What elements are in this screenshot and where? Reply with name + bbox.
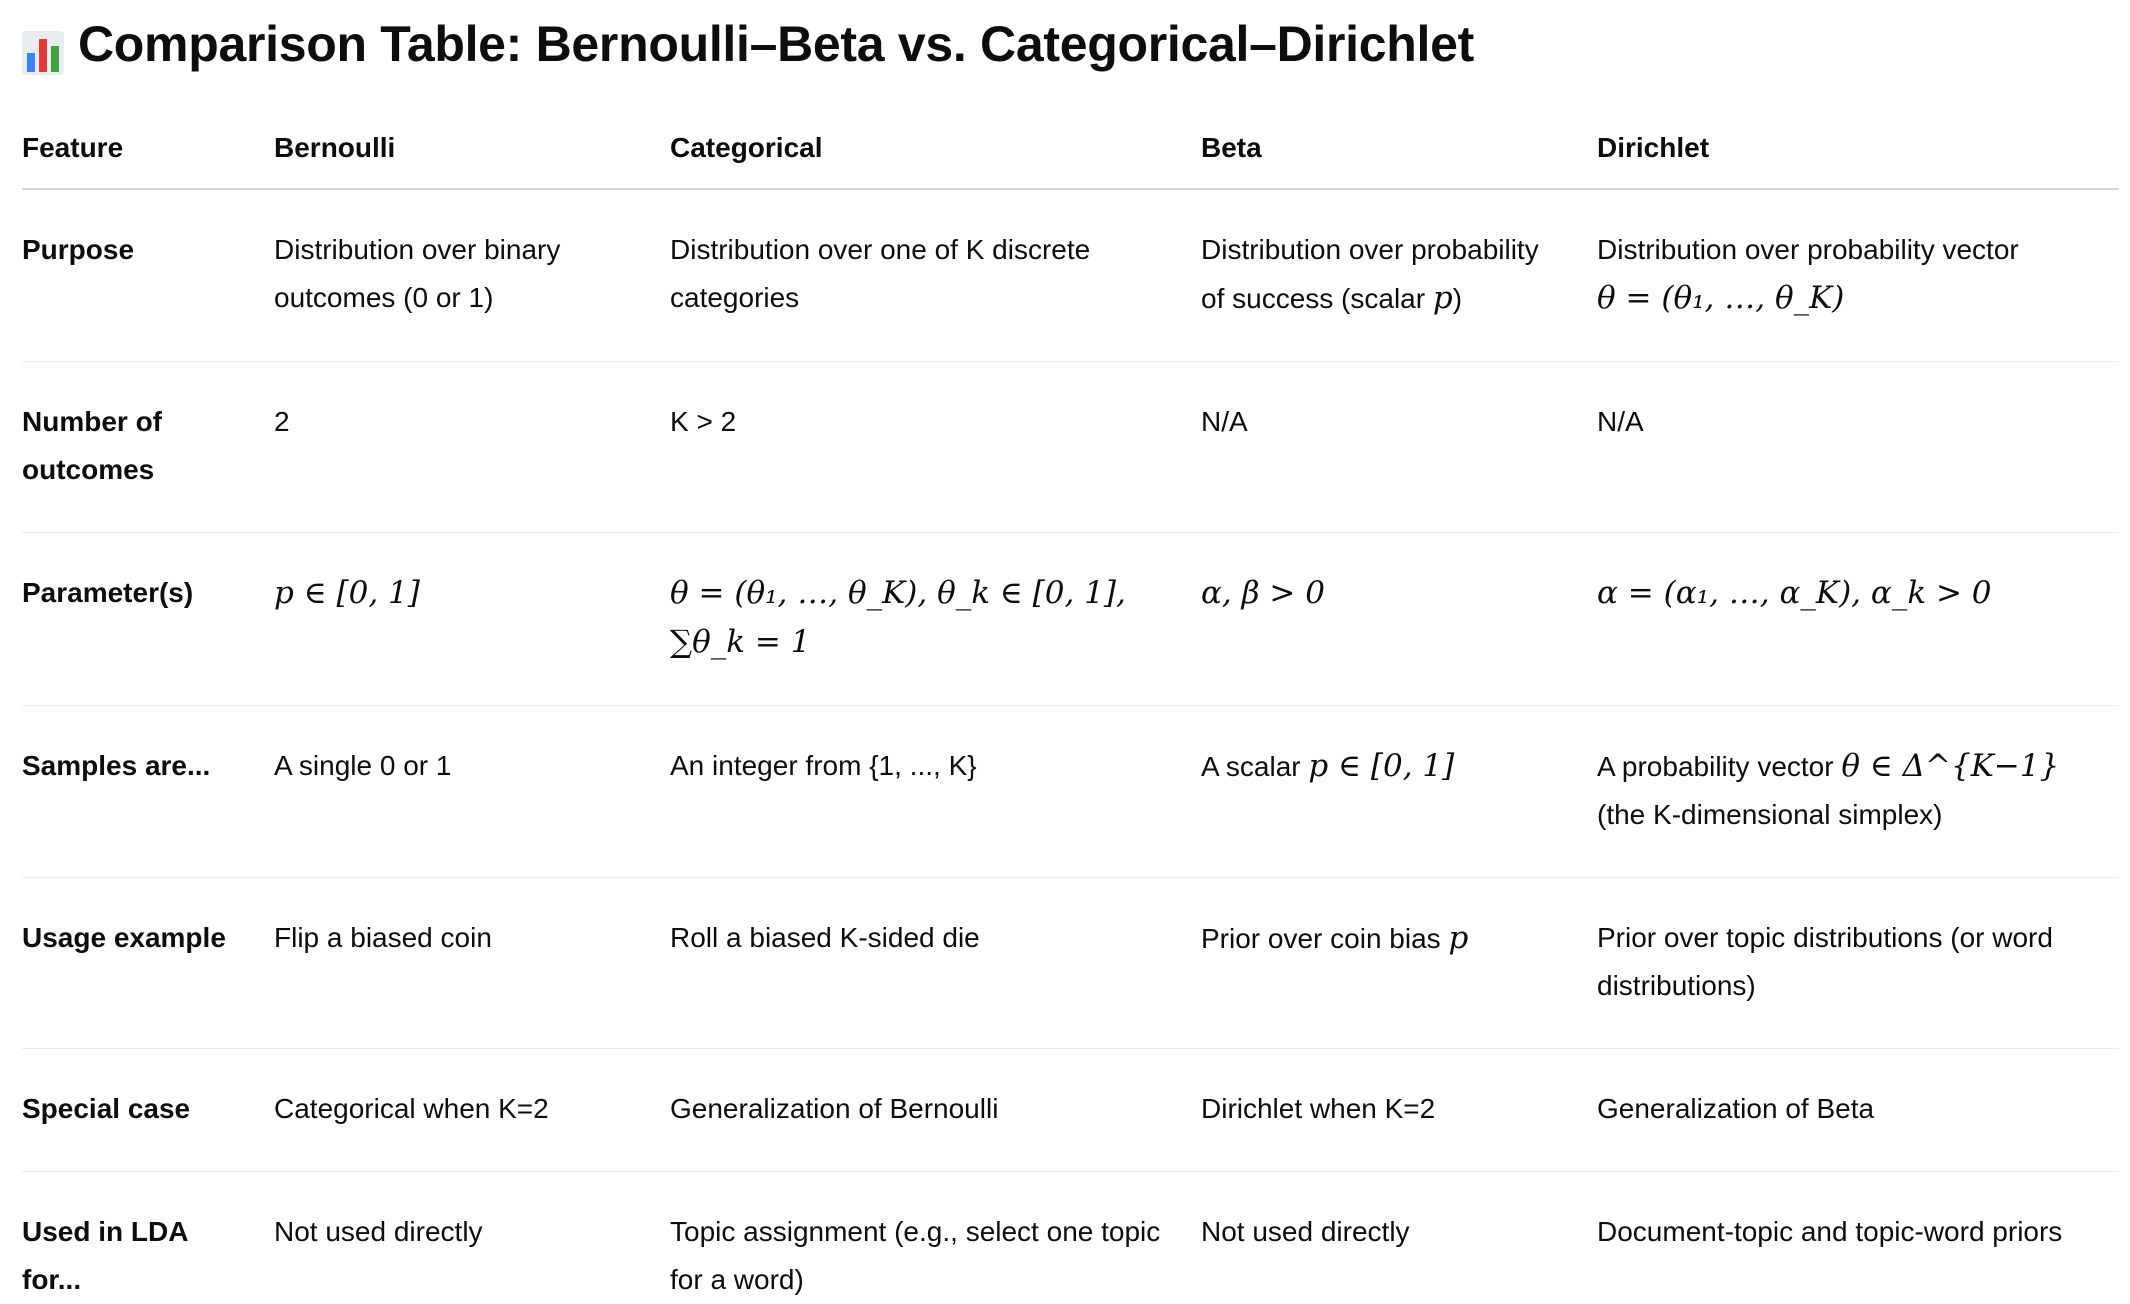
table-row bbox=[22, 533, 2119, 706]
dirichlet-samples-tail: (the K-dimensional simplex) bbox=[1597, 799, 1942, 830]
table-row bbox=[22, 362, 2119, 533]
beta-purpose-close: ) bbox=[1453, 283, 1462, 314]
dirichlet-samples-math: θ ∈ Δ^{K−1} bbox=[1841, 748, 2059, 784]
cell-categorical-usage: Roll a biased K-sided die bbox=[670, 878, 1201, 1049]
table-row bbox=[22, 878, 2119, 1049]
cell-bernoulli-samples: A single 0 or 1 bbox=[274, 706, 670, 878]
cell-dirichlet-lda: Document-topic and topic-word priors bbox=[1597, 1172, 2119, 1304]
cell-beta-usage bbox=[1201, 878, 1597, 1049]
cell-beta-purpose bbox=[1201, 189, 1597, 362]
cell-bernoulli-special: Categorical when K=2 bbox=[274, 1049, 670, 1172]
table-row bbox=[22, 1049, 2119, 1172]
beta-purpose-text: Distribution over probability of success (scalar bbox=[1201, 234, 1539, 314]
header-dirichlet: Dirichlet bbox=[1597, 114, 2119, 189]
bernoulli-parameters-math: p ∈ [0, 1] bbox=[274, 575, 420, 611]
row-label-special: Special case bbox=[22, 1049, 274, 1172]
cell-dirichlet-samples bbox=[1597, 706, 2119, 878]
cell-dirichlet-outcomes: N/A bbox=[1597, 362, 2119, 533]
cell-categorical-outcomes: K > 2 bbox=[670, 362, 1201, 533]
beta-purpose-math: p bbox=[1433, 280, 1453, 316]
cell-beta-parameters bbox=[1201, 533, 1597, 706]
cell-categorical-purpose: Distribution over one of K discrete categories bbox=[670, 189, 1201, 362]
dirichlet-samples-text: A probability vector bbox=[1597, 751, 1841, 782]
cell-dirichlet-purpose bbox=[1597, 189, 2119, 362]
beta-samples-math: p ∈ [0, 1] bbox=[1308, 748, 1454, 784]
cell-beta-samples bbox=[1201, 706, 1597, 878]
cell-dirichlet-usage: Prior over topic distributions (or word distributions) bbox=[1597, 878, 2119, 1049]
row-label-outcomes: Number of outcomes bbox=[22, 362, 274, 533]
page-title bbox=[22, 0, 2108, 80]
beta-usage-text: Prior over coin bias bbox=[1201, 923, 1448, 954]
bar-chart-icon bbox=[22, 22, 64, 66]
comparison-table bbox=[22, 114, 2119, 1304]
cell-bernoulli-lda: Not used directly bbox=[274, 1172, 670, 1304]
cell-categorical-lda: Topic assignment (e.g., select one topic for a word) bbox=[670, 1172, 1201, 1304]
dirichlet-purpose-math: θ = (θ₁, …, θ_K) bbox=[1597, 280, 1844, 316]
cell-dirichlet-special: Generalization of Beta bbox=[1597, 1049, 2119, 1172]
cell-categorical-parameters bbox=[670, 533, 1201, 706]
table-header-row bbox=[22, 114, 2119, 189]
table-row bbox=[22, 189, 2119, 362]
categorical-parameters-math: θ = (θ₁, …, θ_K), θ_k ∈ [0, 1], ∑θ_k = 1 bbox=[670, 575, 1126, 660]
row-label-parameters: Parameter(s) bbox=[22, 533, 274, 706]
header-bernoulli: Bernoulli bbox=[274, 114, 670, 189]
row-label-usage: Usage example bbox=[22, 878, 274, 1049]
cell-dirichlet-parameters bbox=[1597, 533, 2119, 706]
cell-categorical-samples: An integer from {1, ..., K} bbox=[670, 706, 1201, 878]
row-label-lda: Used in LDA for... bbox=[22, 1172, 274, 1304]
cell-beta-outcomes: N/A bbox=[1201, 362, 1597, 533]
table-row bbox=[22, 706, 2119, 878]
beta-parameters-math: α, β > 0 bbox=[1201, 575, 1325, 611]
page-title-text: Comparison Table: Bernoulli–Beta vs. Categorical–Dirichlet bbox=[78, 8, 1474, 80]
beta-usage-math: p bbox=[1448, 920, 1468, 956]
table-row bbox=[22, 1172, 2119, 1304]
cell-bernoulli-usage: Flip a biased coin bbox=[274, 878, 670, 1049]
beta-samples-text: A scalar bbox=[1201, 751, 1308, 782]
row-label-purpose: Purpose bbox=[22, 189, 274, 362]
cell-bernoulli-parameters bbox=[274, 533, 670, 706]
header-beta: Beta bbox=[1201, 114, 1597, 189]
row-label-samples: Samples are... bbox=[22, 706, 274, 878]
cell-categorical-special: Generalization of Bernoulli bbox=[670, 1049, 1201, 1172]
cell-bernoulli-purpose: Distribution over binary outcomes (0 or 1) bbox=[274, 189, 670, 362]
header-feature: Feature bbox=[22, 114, 274, 189]
header-categorical: Categorical bbox=[670, 114, 1201, 189]
cell-beta-lda: Not used directly bbox=[1201, 1172, 1597, 1304]
cell-beta-special: Dirichlet when K=2 bbox=[1201, 1049, 1597, 1172]
cell-bernoulli-outcomes: 2 bbox=[274, 362, 670, 533]
dirichlet-purpose-text: Distribution over probability vector bbox=[1597, 234, 2019, 265]
dirichlet-parameters-math: α = (α₁, …, α_K), α_k > 0 bbox=[1597, 575, 1992, 611]
